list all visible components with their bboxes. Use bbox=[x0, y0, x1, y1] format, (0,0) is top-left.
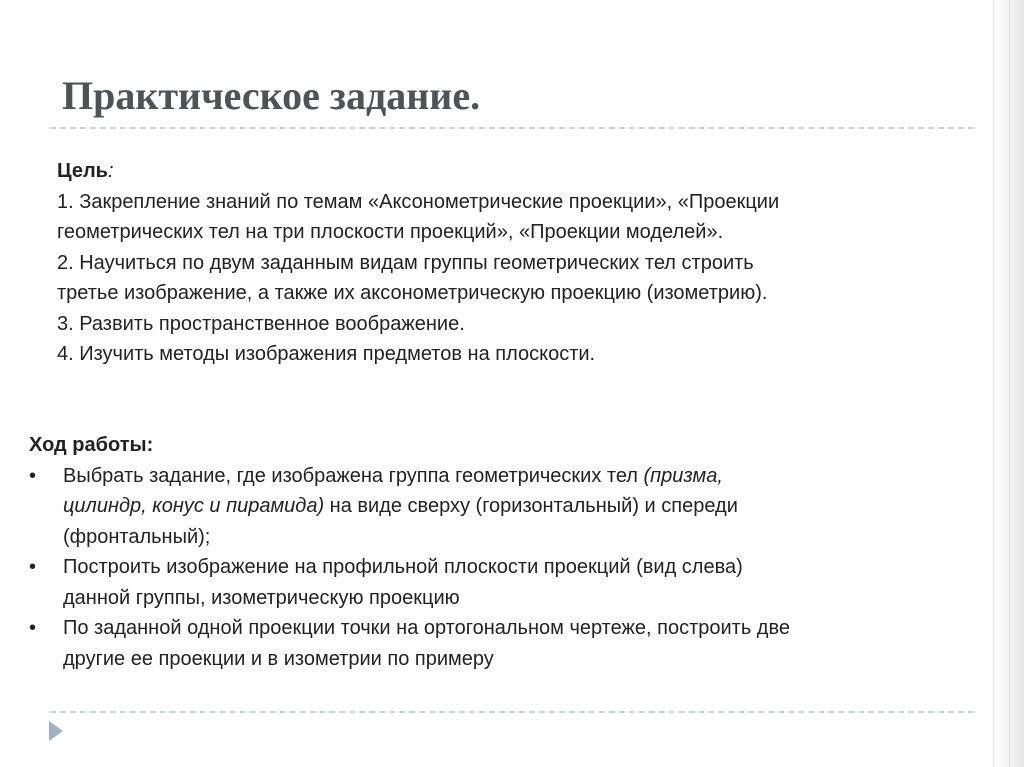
progress-item-line bbox=[63, 583, 969, 614]
progress-item bbox=[29, 552, 969, 613]
text-run: Выбрать задание, где изображена группа геометрических тел bbox=[63, 464, 644, 487]
italic-run: (призма, bbox=[643, 464, 723, 487]
goal-line: третье изображение, а также их аксонометрическую проекцию (изометрию). bbox=[57, 282, 768, 304]
bullet-icon: • bbox=[29, 464, 37, 487]
text-run: данной группы, изометрическую проекцию bbox=[63, 586, 460, 609]
slide-frame-line bbox=[1009, 0, 1010, 767]
text-run: По заданной одной проекции точки на ортогональном чертеже, построить две bbox=[63, 617, 790, 639]
text-run: другие ее проекции и в изометрии по примеру bbox=[63, 647, 494, 670]
progress-item-line bbox=[63, 491, 969, 522]
bullet-icon: • bbox=[29, 556, 37, 578]
progress-item-line bbox=[63, 522, 969, 553]
goal-section bbox=[57, 156, 997, 370]
progress-item bbox=[29, 461, 969, 553]
text-run: на виде сверху (горизонтальный) и спереди bbox=[324, 495, 738, 517]
slide-frame-right bbox=[993, 0, 1024, 767]
progress-heading: Ход работы: bbox=[29, 434, 154, 456]
bullet-icon: • bbox=[29, 617, 37, 639]
progress-item bbox=[29, 613, 969, 674]
progress-section bbox=[29, 430, 969, 674]
goal-heading-colon: : bbox=[107, 160, 114, 182]
slide-title: Практическое задание. bbox=[62, 73, 481, 118]
goal-line: 3. Развить пространственное воображение. bbox=[57, 312, 465, 335]
progress-item-line bbox=[63, 613, 969, 644]
progress-item-line bbox=[63, 461, 969, 492]
italic-run: цилиндр, конус и пирамида) bbox=[63, 495, 325, 517]
footer-divider bbox=[50, 711, 974, 713]
triangle-right-icon bbox=[46, 718, 66, 744]
goal-line: 4. Изучить методы изображения предметов на плоскости. bbox=[57, 343, 596, 365]
goal-line: 2. Научиться по двум заданным видам группы геометрических тел строить bbox=[57, 251, 754, 274]
text-run: (фронтальный); bbox=[63, 525, 211, 548]
progress-item-line bbox=[63, 552, 969, 583]
progress-item-line bbox=[63, 644, 969, 675]
text-run: Построить изображение на профильной плоскости проекций (вид слева) bbox=[63, 556, 743, 578]
goal-heading-text: Цель bbox=[57, 160, 108, 182]
goal-line: геометрических тел на три плоскости проекций», «Проекции моделей». bbox=[57, 221, 724, 243]
goal-heading bbox=[57, 156, 997, 187]
goal-line: 1. Закрепление знаний по темам «Аксонометрические проекции», «Проекции bbox=[57, 190, 780, 213]
title-divider bbox=[50, 127, 974, 129]
